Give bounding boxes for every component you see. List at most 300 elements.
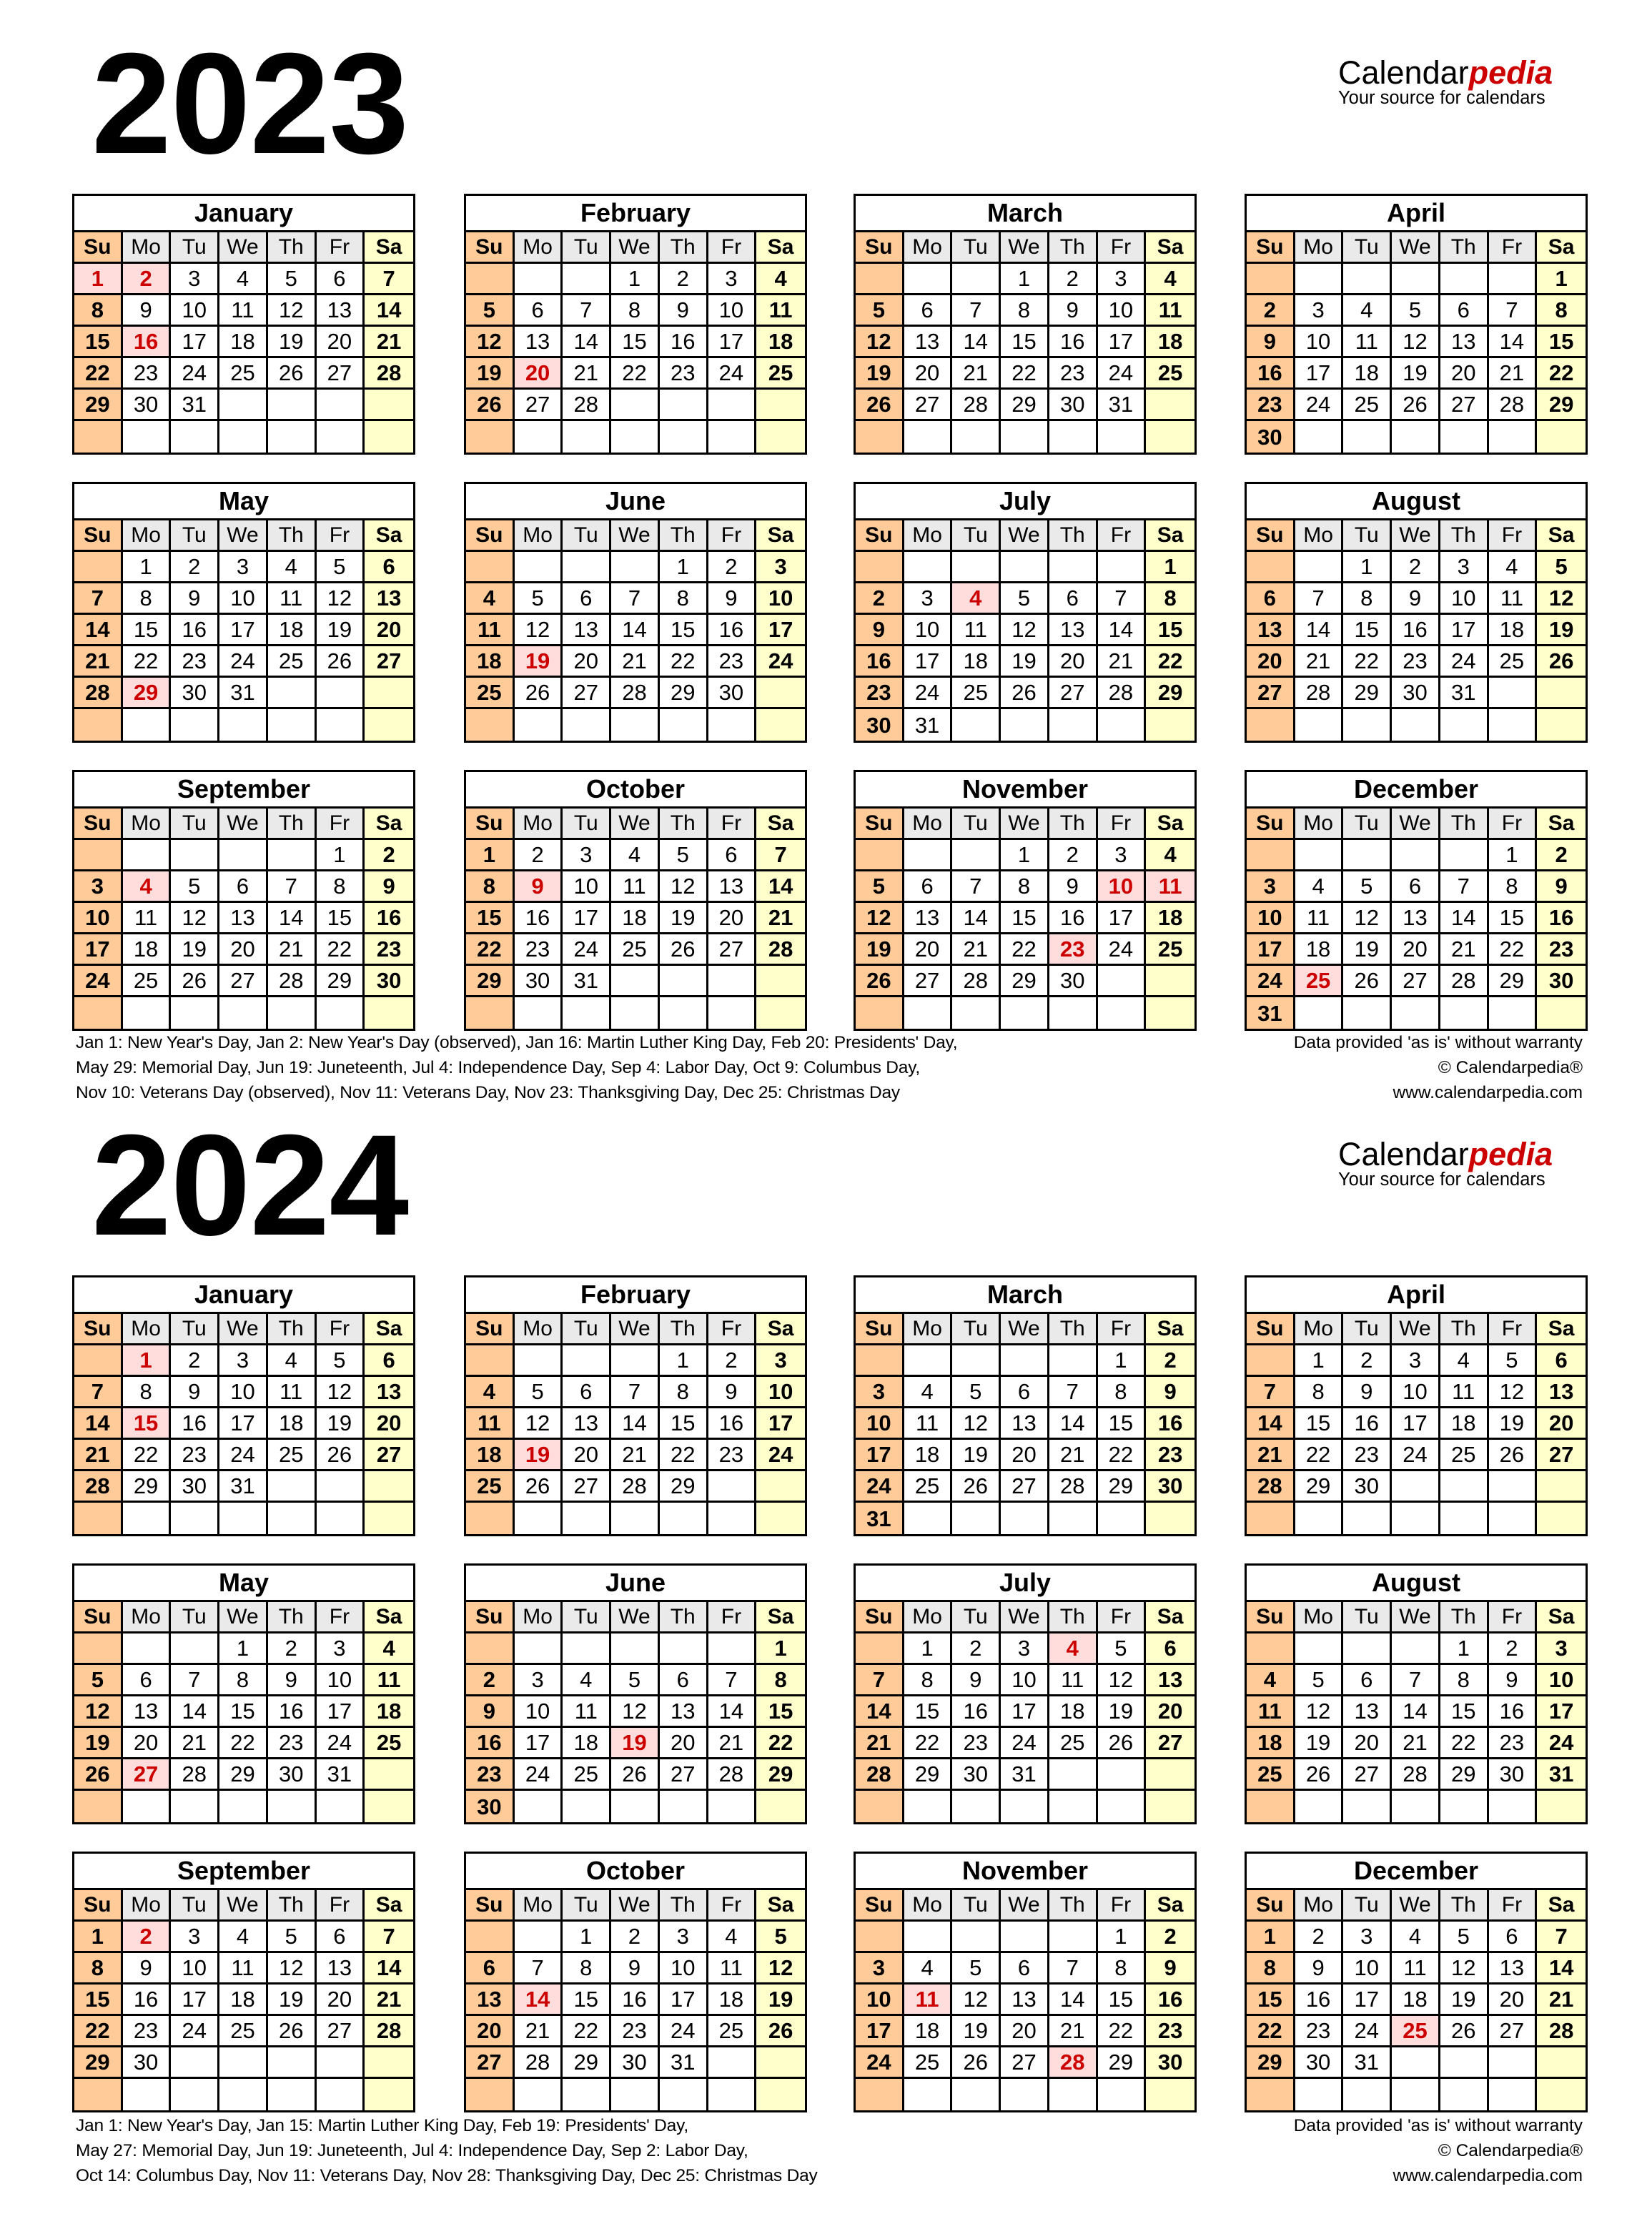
weekday-header: Tu xyxy=(1343,1890,1392,1922)
empty-day-cell xyxy=(611,552,660,583)
day-cell: 20 xyxy=(1001,1440,1049,1471)
holiday-day-cell: 1 xyxy=(123,1345,172,1377)
empty-day-cell xyxy=(268,709,317,741)
weekday-header: Mo xyxy=(123,1890,172,1922)
day-cell: 4 xyxy=(1440,1345,1489,1377)
empty-day-cell xyxy=(365,390,413,421)
month-grid xyxy=(74,1890,413,2110)
day-cell: 3 xyxy=(660,1922,708,1953)
empty-day-cell xyxy=(611,2079,660,2110)
empty-day-cell xyxy=(1247,1503,1295,1534)
day-cell: 23 xyxy=(1537,934,1586,966)
empty-day-cell xyxy=(515,1503,563,1534)
weekday-header: Mo xyxy=(123,1314,172,1345)
empty-day-cell xyxy=(1295,840,1344,871)
website-link[interactable]: www.calendarpedia.com xyxy=(1393,2166,1583,2185)
empty-day-cell xyxy=(1098,2079,1147,2110)
day-cell: 21 xyxy=(952,934,1001,966)
month-title: October xyxy=(466,772,805,809)
day-cell: 6 xyxy=(1001,1953,1049,1985)
empty-day-cell xyxy=(1049,1922,1098,1953)
empty-day-cell xyxy=(1343,840,1392,871)
day-cell: 4 xyxy=(756,264,805,295)
day-cell: 30 xyxy=(466,1791,515,1822)
day-cell: 13 xyxy=(1537,1377,1586,1408)
weekday-header: Th xyxy=(1049,232,1098,264)
day-cell: 22 xyxy=(466,934,515,966)
day-cell: 2 xyxy=(1343,1345,1392,1377)
empty-day-cell xyxy=(1392,840,1440,871)
day-cell: 27 xyxy=(317,2016,365,2047)
day-cell: 9 xyxy=(171,583,219,615)
empty-day-cell xyxy=(1049,2079,1098,2110)
month-title: March xyxy=(856,1277,1195,1314)
day-cell: 9 xyxy=(708,1377,757,1408)
empty-day-cell xyxy=(611,1634,660,1665)
day-cell: 11 xyxy=(466,1408,515,1440)
day-cell: 25 xyxy=(904,1471,953,1503)
day-cell: 11 xyxy=(219,295,268,327)
day-cell: 12 xyxy=(952,1985,1001,2016)
day-cell: 30 xyxy=(1146,1471,1195,1503)
day-cell: 13 xyxy=(1440,327,1489,358)
day-cell: 13 xyxy=(660,1696,708,1728)
empty-day-cell xyxy=(856,2079,904,2110)
day-cell: 1 xyxy=(466,840,515,871)
day-cell: 23 xyxy=(466,1759,515,1791)
weekday-header: Tu xyxy=(171,232,219,264)
day-cell: 15 xyxy=(123,615,172,646)
empty-day-cell xyxy=(1489,2047,1538,2079)
day-cell: 2 xyxy=(952,1634,1001,1665)
empty-day-cell xyxy=(1295,2079,1344,2110)
month-calendar-march xyxy=(854,194,1197,455)
day-cell: 15 xyxy=(756,1696,805,1728)
month-grid xyxy=(466,809,805,1029)
day-cell: 24 xyxy=(74,966,123,997)
empty-day-cell xyxy=(1098,552,1147,583)
day-cell: 10 xyxy=(317,1665,365,1696)
day-cell: 26 xyxy=(611,1759,660,1791)
day-cell: 10 xyxy=(515,1696,563,1728)
empty-day-cell xyxy=(952,1922,1001,1953)
day-cell: 27 xyxy=(1392,966,1440,997)
day-cell: 27 xyxy=(1146,1728,1195,1759)
empty-day-cell xyxy=(171,421,219,453)
day-cell: 12 xyxy=(317,583,365,615)
weekday-header: Mo xyxy=(515,520,563,552)
day-cell: 16 xyxy=(1489,1696,1538,1728)
day-cell: 21 xyxy=(856,1728,904,1759)
empty-day-cell xyxy=(171,840,219,871)
weekday-header: Mo xyxy=(1295,520,1344,552)
empty-day-cell xyxy=(219,2079,268,2110)
day-cell: 19 xyxy=(74,1728,123,1759)
day-cell: 4 xyxy=(563,1665,611,1696)
empty-day-cell xyxy=(74,1634,123,1665)
day-cell: 22 xyxy=(904,1728,953,1759)
day-cell: 14 xyxy=(1049,1408,1098,1440)
empty-day-cell xyxy=(1098,421,1147,453)
empty-day-cell xyxy=(1392,709,1440,741)
day-cell: 13 xyxy=(1392,903,1440,934)
empty-day-cell xyxy=(1049,552,1098,583)
empty-day-cell xyxy=(219,1503,268,1534)
day-cell: 28 xyxy=(365,358,413,390)
holiday-day-cell: 20 xyxy=(515,358,563,390)
day-cell: 18 xyxy=(1295,934,1344,966)
month-calendar-february xyxy=(464,1275,807,1536)
day-cell: 16 xyxy=(1343,1408,1392,1440)
day-cell: 1 xyxy=(1098,1345,1147,1377)
day-cell: 31 xyxy=(219,678,268,709)
empty-day-cell xyxy=(219,709,268,741)
empty-day-cell xyxy=(1440,1791,1489,1822)
empty-day-cell xyxy=(1049,421,1098,453)
day-cell: 12 xyxy=(611,1696,660,1728)
empty-day-cell xyxy=(611,1503,660,1534)
day-cell: 29 xyxy=(74,2047,123,2079)
day-cell: 17 xyxy=(219,1408,268,1440)
day-cell: 15 xyxy=(1146,615,1195,646)
day-cell: 14 xyxy=(952,903,1001,934)
day-cell: 10 xyxy=(1343,1953,1392,1985)
weekday-header: Fr xyxy=(1489,1602,1538,1634)
empty-day-cell xyxy=(660,390,708,421)
day-cell: 18 xyxy=(708,1985,757,2016)
month-title: July xyxy=(856,484,1195,520)
day-cell: 3 xyxy=(1295,295,1344,327)
day-cell: 4 xyxy=(1489,552,1538,583)
day-cell: 16 xyxy=(1146,1985,1195,2016)
day-cell: 8 xyxy=(1001,871,1049,903)
month-title: May xyxy=(74,484,413,520)
day-cell: 9 xyxy=(1392,583,1440,615)
day-cell: 24 xyxy=(563,934,611,966)
empty-day-cell xyxy=(1247,1634,1295,1665)
day-cell: 5 xyxy=(611,1665,660,1696)
day-cell: 6 xyxy=(1537,1345,1586,1377)
day-cell: 6 xyxy=(1440,295,1489,327)
day-cell: 14 xyxy=(1295,615,1344,646)
day-cell: 3 xyxy=(856,1377,904,1408)
weekday-header: Fr xyxy=(1489,809,1538,840)
day-cell: 12 xyxy=(515,615,563,646)
day-cell: 10 xyxy=(1537,1665,1586,1696)
day-cell: 12 xyxy=(952,1408,1001,1440)
day-cell: 8 xyxy=(1146,583,1195,615)
weekday-header: Su xyxy=(856,232,904,264)
holiday-day-cell: 23 xyxy=(1049,934,1098,966)
day-cell: 30 xyxy=(365,966,413,997)
holiday-day-cell: 9 xyxy=(515,871,563,903)
day-cell: 9 xyxy=(1049,871,1098,903)
day-cell: 10 xyxy=(563,871,611,903)
day-cell: 13 xyxy=(563,1408,611,1440)
month-grid xyxy=(856,1602,1195,1822)
weekday-header: We xyxy=(611,1314,660,1345)
weekday-header: Tu xyxy=(171,1890,219,1922)
empty-day-cell xyxy=(1440,421,1489,453)
day-cell: 21 xyxy=(1489,358,1538,390)
empty-day-cell xyxy=(1537,1471,1586,1503)
weekday-header: Th xyxy=(1440,809,1489,840)
day-cell: 19 xyxy=(1343,934,1392,966)
logo-brand-accent: pedia xyxy=(1468,1136,1553,1172)
day-cell: 7 xyxy=(1537,1922,1586,1953)
month-title: February xyxy=(466,196,805,232)
day-cell: 18 xyxy=(611,903,660,934)
month-calendar-june xyxy=(464,1563,807,1824)
empty-day-cell xyxy=(856,1345,904,1377)
day-cell: 30 xyxy=(952,1759,1001,1791)
day-cell: 17 xyxy=(1001,1696,1049,1728)
day-cell: 12 xyxy=(856,327,904,358)
day-cell: 3 xyxy=(171,1922,219,1953)
empty-day-cell xyxy=(1537,709,1586,741)
day-cell: 7 xyxy=(365,264,413,295)
day-cell: 14 xyxy=(611,615,660,646)
day-cell: 11 xyxy=(611,871,660,903)
month-calendar-june xyxy=(464,482,807,743)
day-cell: 31 xyxy=(1098,390,1147,421)
day-cell: 26 xyxy=(515,678,563,709)
day-cell: 28 xyxy=(563,390,611,421)
day-cell: 28 xyxy=(515,2047,563,2079)
weekday-header: We xyxy=(219,1602,268,1634)
day-cell: 9 xyxy=(466,1696,515,1728)
empty-day-cell xyxy=(1146,421,1195,453)
day-cell: 15 xyxy=(563,1985,611,2016)
day-cell: 12 xyxy=(515,1408,563,1440)
day-cell: 20 xyxy=(563,646,611,678)
day-cell: 13 xyxy=(317,295,365,327)
day-cell: 1 xyxy=(756,1634,805,1665)
day-cell: 21 xyxy=(1247,1440,1295,1471)
day-cell: 10 xyxy=(856,1985,904,2016)
day-cell: 30 xyxy=(123,2047,172,2079)
day-cell: 21 xyxy=(515,2016,563,2047)
day-cell: 12 xyxy=(466,327,515,358)
weekday-header: Sa xyxy=(1146,1602,1195,1634)
empty-day-cell xyxy=(708,709,757,741)
holiday-day-cell: 28 xyxy=(1049,2047,1098,2079)
weekday-header: Fr xyxy=(1098,1890,1147,1922)
day-cell: 12 xyxy=(1440,1953,1489,1985)
day-cell: 10 xyxy=(219,1377,268,1408)
day-cell: 4 xyxy=(1247,1665,1295,1696)
holiday-day-cell: 25 xyxy=(1295,966,1344,997)
day-cell: 12 xyxy=(1343,903,1392,934)
holiday-line: Oct 14: Columbus Day, Nov 11: Veterans Day, Nov 28: Thanksgiving Day, Dec 25: Christmas Day xyxy=(76,2166,818,2185)
empty-day-cell xyxy=(123,421,172,453)
empty-day-cell xyxy=(466,264,515,295)
empty-day-cell xyxy=(756,997,805,1029)
holiday-line: Jan 1: New Year's Day, Jan 2: New Year's Day (observed), Jan 16: Martin Luther King Day, Feb 20: Presidents' Day, xyxy=(76,1033,958,1052)
day-cell: 27 xyxy=(1343,1759,1392,1791)
day-cell: 28 xyxy=(1392,1759,1440,1791)
month-calendar-july xyxy=(854,482,1197,743)
weekday-header: Su xyxy=(856,809,904,840)
day-cell: 24 xyxy=(1392,1440,1440,1471)
empty-day-cell xyxy=(1146,1503,1195,1534)
empty-day-cell xyxy=(317,1791,365,1822)
day-cell: 30 xyxy=(1146,2047,1195,2079)
day-cell: 9 xyxy=(1049,295,1098,327)
day-cell: 6 xyxy=(515,295,563,327)
day-cell: 27 xyxy=(563,1471,611,1503)
empty-day-cell xyxy=(219,2047,268,2079)
day-cell: 3 xyxy=(317,1634,365,1665)
day-cell: 27 xyxy=(365,1440,413,1471)
weekday-header: Su xyxy=(74,520,123,552)
empty-day-cell xyxy=(563,1345,611,1377)
weekday-header: We xyxy=(219,520,268,552)
day-cell: 5 xyxy=(856,871,904,903)
weekday-header: We xyxy=(219,809,268,840)
month-grid xyxy=(466,1602,805,1822)
holiday-day-cell: 19 xyxy=(611,1728,660,1759)
day-cell: 23 xyxy=(1247,390,1295,421)
weekday-header: Sa xyxy=(1146,809,1195,840)
day-cell: 7 xyxy=(756,840,805,871)
weekday-header: Th xyxy=(660,1314,708,1345)
empty-day-cell xyxy=(365,2079,413,2110)
day-cell: 16 xyxy=(708,615,757,646)
weekday-header: Su xyxy=(1247,1314,1295,1345)
day-cell: 16 xyxy=(268,1696,317,1728)
day-cell: 6 xyxy=(563,1377,611,1408)
day-cell: 29 xyxy=(1098,1471,1147,1503)
empty-day-cell xyxy=(365,2047,413,2079)
day-cell: 8 xyxy=(660,1377,708,1408)
empty-day-cell xyxy=(74,1791,123,1822)
month-title: January xyxy=(74,196,413,232)
day-cell: 7 xyxy=(1049,1377,1098,1408)
day-cell: 2 xyxy=(466,1665,515,1696)
day-cell: 16 xyxy=(660,327,708,358)
day-cell: 9 xyxy=(1146,1953,1195,1985)
day-cell: 29 xyxy=(1537,390,1586,421)
day-cell: 12 xyxy=(268,1953,317,1985)
day-cell: 22 xyxy=(1098,1440,1147,1471)
website-link[interactable]: www.calendarpedia.com xyxy=(1393,1083,1583,1102)
holiday-line: May 27: Memorial Day, Jun 19: Juneteenth, Jul 4: Independence Day, Sep 2: Labor Day, xyxy=(76,2141,748,2160)
month-grid xyxy=(1247,1314,1586,1534)
day-cell: 9 xyxy=(268,1665,317,1696)
empty-day-cell xyxy=(856,421,904,453)
empty-day-cell xyxy=(365,678,413,709)
day-cell: 22 xyxy=(1440,1728,1489,1759)
weekday-header: Th xyxy=(268,1314,317,1345)
empty-day-cell xyxy=(1001,2079,1049,2110)
day-cell: 27 xyxy=(1049,678,1098,709)
day-cell: 30 xyxy=(268,1759,317,1791)
month-grid xyxy=(466,1314,805,1534)
day-cell: 23 xyxy=(171,1440,219,1471)
day-cell: 27 xyxy=(563,678,611,709)
day-cell: 20 xyxy=(1001,2016,1049,2047)
weekday-header: Tu xyxy=(563,809,611,840)
empty-day-cell xyxy=(268,421,317,453)
empty-day-cell xyxy=(1537,2047,1586,2079)
day-cell: 10 xyxy=(756,1377,805,1408)
day-cell: 23 xyxy=(1049,358,1098,390)
day-cell: 24 xyxy=(660,2016,708,2047)
day-cell: 15 xyxy=(1098,1985,1147,2016)
day-cell: 11 xyxy=(1489,583,1538,615)
month-grid xyxy=(74,1602,413,1822)
weekday-header: Th xyxy=(1049,809,1098,840)
day-cell: 9 xyxy=(1537,871,1586,903)
holiday-day-cell: 10 xyxy=(1098,871,1147,903)
empty-day-cell xyxy=(904,1791,953,1822)
day-cell: 20 xyxy=(317,1985,365,2016)
day-cell: 18 xyxy=(1440,1408,1489,1440)
day-cell: 26 xyxy=(1098,1728,1147,1759)
month-title: March xyxy=(856,196,1195,232)
day-cell: 18 xyxy=(904,2016,953,2047)
empty-day-cell xyxy=(952,840,1001,871)
empty-day-cell xyxy=(515,1791,563,1822)
weekday-header: Su xyxy=(466,1314,515,1345)
day-cell: 4 xyxy=(611,840,660,871)
day-cell: 13 xyxy=(219,903,268,934)
day-cell: 11 xyxy=(1049,1665,1098,1696)
day-cell: 8 xyxy=(123,583,172,615)
day-cell: 25 xyxy=(365,1728,413,1759)
day-cell: 10 xyxy=(708,295,757,327)
month-grid xyxy=(1247,520,1586,741)
empty-day-cell xyxy=(1146,2079,1195,2110)
day-cell: 20 xyxy=(219,934,268,966)
day-cell: 16 xyxy=(515,903,563,934)
weekday-header: Mo xyxy=(904,520,953,552)
weekday-header: Su xyxy=(856,1314,904,1345)
empty-day-cell xyxy=(123,840,172,871)
day-cell: 2 xyxy=(708,1345,757,1377)
day-cell: 3 xyxy=(219,1345,268,1377)
empty-day-cell xyxy=(708,966,757,997)
weekday-header: Tu xyxy=(563,1314,611,1345)
day-cell: 12 xyxy=(856,903,904,934)
empty-day-cell xyxy=(660,1634,708,1665)
day-cell: 24 xyxy=(756,646,805,678)
day-cell: 10 xyxy=(1098,295,1147,327)
day-cell: 13 xyxy=(365,1377,413,1408)
empty-day-cell xyxy=(1537,997,1586,1029)
day-cell: 5 xyxy=(466,295,515,327)
day-cell: 18 xyxy=(756,327,805,358)
weekday-header: Th xyxy=(660,232,708,264)
empty-day-cell xyxy=(123,1634,172,1665)
day-cell: 12 xyxy=(1098,1665,1147,1696)
day-cell: 22 xyxy=(317,934,365,966)
day-cell: 21 xyxy=(563,358,611,390)
day-cell: 8 xyxy=(904,1665,953,1696)
month-title: December xyxy=(1247,1854,1586,1890)
empty-day-cell xyxy=(611,390,660,421)
month-grid xyxy=(466,232,805,453)
day-cell: 5 xyxy=(317,1345,365,1377)
weekday-header: Mo xyxy=(123,232,172,264)
day-cell: 12 xyxy=(660,871,708,903)
empty-day-cell xyxy=(1295,552,1344,583)
day-cell: 15 xyxy=(660,615,708,646)
month-calendar-november xyxy=(854,1852,1197,2112)
weekday-header: Tu xyxy=(563,1602,611,1634)
empty-day-cell xyxy=(1295,1634,1344,1665)
